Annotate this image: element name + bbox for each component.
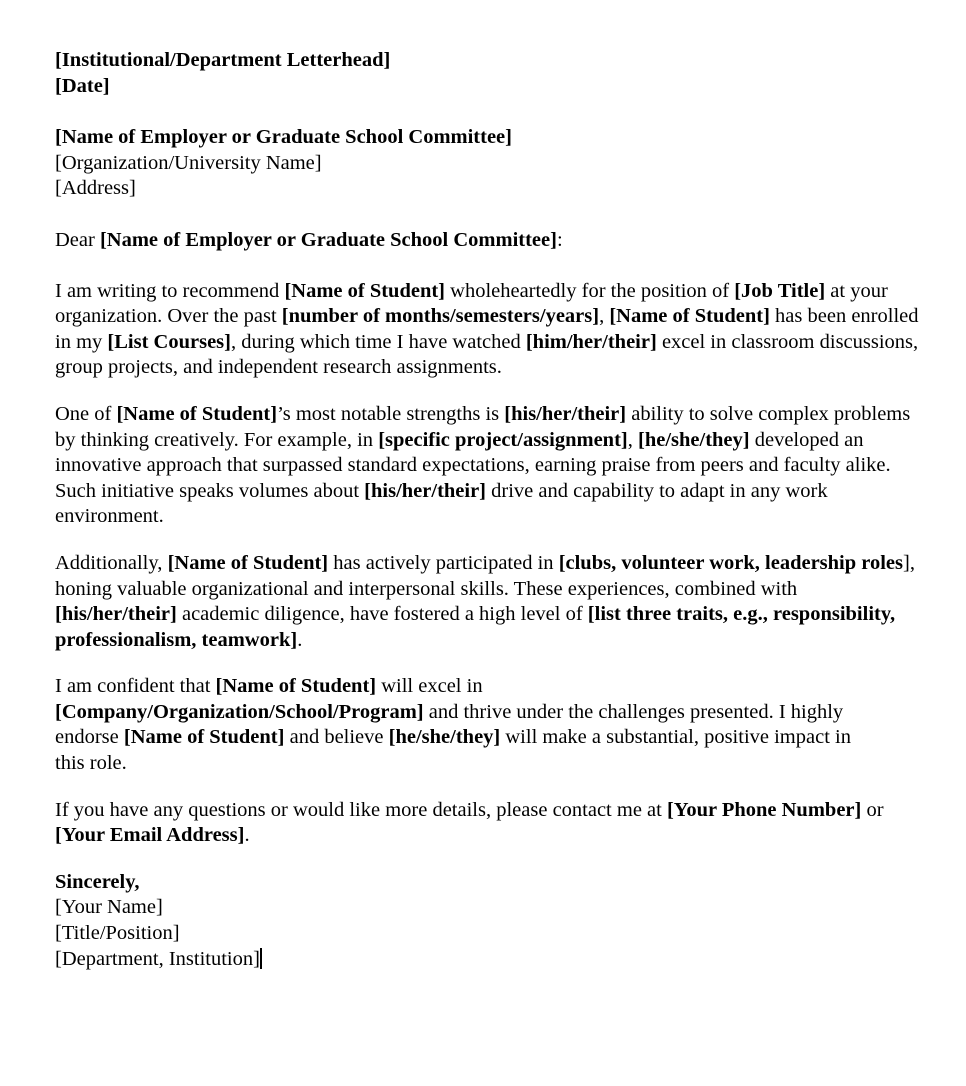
text-run: academic diligence, have fostered a high level of [176, 603, 588, 626]
placeholder-token: [Name of Employer or Graduate School Committee] [55, 126, 512, 149]
text-run: this role. [55, 752, 127, 775]
text-run: wholeheartedly for the position of [445, 279, 735, 302]
text-line [55, 895, 920, 921]
text-run: ’s most notable strengths is [277, 402, 505, 425]
paragraph-confidence [55, 674, 920, 776]
placeholder-token: [clubs, volunteer work, leadership roles [558, 551, 904, 574]
text-run: , [627, 428, 638, 451]
text-run: ability to solve complex problems by thinking creatively. For example, in [55, 402, 916, 451]
closing-signature-block [55, 870, 920, 972]
placeholder-token: [Name of Student] [215, 675, 377, 698]
placeholder-token: [Name of Student] [123, 726, 285, 749]
text-run: [Title/Position] [55, 922, 180, 945]
placeholder-token: [number of months/semesters/years] [281, 305, 600, 328]
text-run: , [599, 305, 610, 328]
text-run: drive and capability to adapt in any work environment. [55, 479, 833, 528]
letterhead-block [55, 48, 920, 99]
text-run: will excel in [376, 675, 483, 698]
placeholder-token: [Name of Student] [167, 551, 329, 574]
text-run: I am confident that [55, 675, 216, 698]
placeholder-token: [Name of Employer or Graduate School Committee] [99, 228, 557, 251]
salutation-line [55, 228, 920, 254]
text-run: and believe [284, 726, 389, 749]
placeholder-token: [List Courses] [107, 330, 231, 353]
text-run: ], honing valuable organizational and interpersonal skills. These experiences, combined with [55, 551, 921, 600]
text-run: developed an innovative approach that surpassed standard expectations, earning praise from peers and faculty alike. Such initiative speaks volumes about [55, 428, 896, 502]
text-run: has been enrolled in my [55, 305, 924, 353]
text-line [55, 48, 920, 74]
text-line [55, 151, 920, 177]
placeholder-token: [his/her/their] [55, 603, 177, 626]
placeholder-token: [his/her/their] [364, 479, 487, 502]
text-run: If you have any questions or would like more details, please contact me at [55, 798, 667, 821]
text-run: endorse [55, 726, 124, 749]
placeholder-token: [his/her/their] [504, 402, 627, 425]
text-line [55, 947, 920, 973]
text-line [55, 751, 920, 777]
text-line [55, 870, 920, 896]
text-run: : [556, 228, 563, 251]
paragraph-activities [55, 551, 920, 653]
placeholder-token: [Name of Student] [609, 305, 770, 328]
text-line [55, 674, 920, 700]
placeholder-token: [he/she/they] [638, 428, 750, 451]
placeholder-token: [Date] [55, 74, 110, 97]
text-cursor-caret [260, 948, 262, 969]
text-run: at your organization. Over the past [55, 279, 893, 328]
text-line [55, 725, 920, 751]
text-run: I am writing to recommend [55, 279, 285, 302]
paragraph-strengths [55, 402, 920, 530]
text-run: One of [55, 402, 117, 425]
placeholder-token: [Your Email Address] [55, 824, 245, 847]
text-run: or [861, 798, 889, 821]
placeholder-token: [him/her/their] [525, 330, 657, 353]
text-run: and thrive under the challenges presented. I highly [423, 700, 844, 723]
text-run: , during which time I have watched [230, 330, 526, 353]
placeholder-token: [Job Title] [734, 279, 826, 302]
placeholder-token: [specific project/assignment] [378, 428, 628, 451]
text-line [55, 125, 920, 151]
text-run: [Address] [55, 177, 136, 200]
placeholder-token: [list three traits, e.g., responsibility, professionalism, teamwork] [55, 603, 901, 651]
text-run: Dear [55, 228, 100, 251]
text-run: [Your Name] [55, 896, 163, 919]
text-line [55, 700, 920, 726]
placeholder-token: [Company/Organization/School/Program] [55, 700, 424, 723]
text-run: [Department, Institution] [55, 947, 260, 970]
text-line [55, 921, 920, 947]
text-run: [Organization/University Name] [55, 151, 322, 174]
placeholder-token: [Name of Student] [284, 279, 446, 302]
placeholder-token: [Institutional/Department Letterhead] [55, 49, 391, 71]
text-run: . [244, 824, 250, 847]
text-line [55, 74, 920, 100]
text-run: Additionally, [55, 551, 168, 574]
text-run: . [297, 628, 303, 651]
paragraph-introduction [55, 279, 924, 381]
text-line [55, 228, 920, 254]
text-run: excel in classroom discussions, group projects, and independent research assignments. [55, 330, 924, 379]
recipient-address-block [55, 125, 920, 202]
placeholder-token: [Your Phone Number] [666, 798, 862, 821]
text-run: has actively participated in [328, 551, 559, 574]
placeholder-token: [Name of Student] [116, 402, 278, 425]
text-run: will make a substantial, positive impact in [500, 726, 851, 749]
letter-body[interactable] [55, 48, 924, 972]
paragraph-contact [55, 798, 920, 849]
placeholder-token: Sincerely, [55, 870, 140, 893]
text-line [55, 176, 920, 202]
placeholder-token: [he/she/they] [388, 726, 501, 749]
